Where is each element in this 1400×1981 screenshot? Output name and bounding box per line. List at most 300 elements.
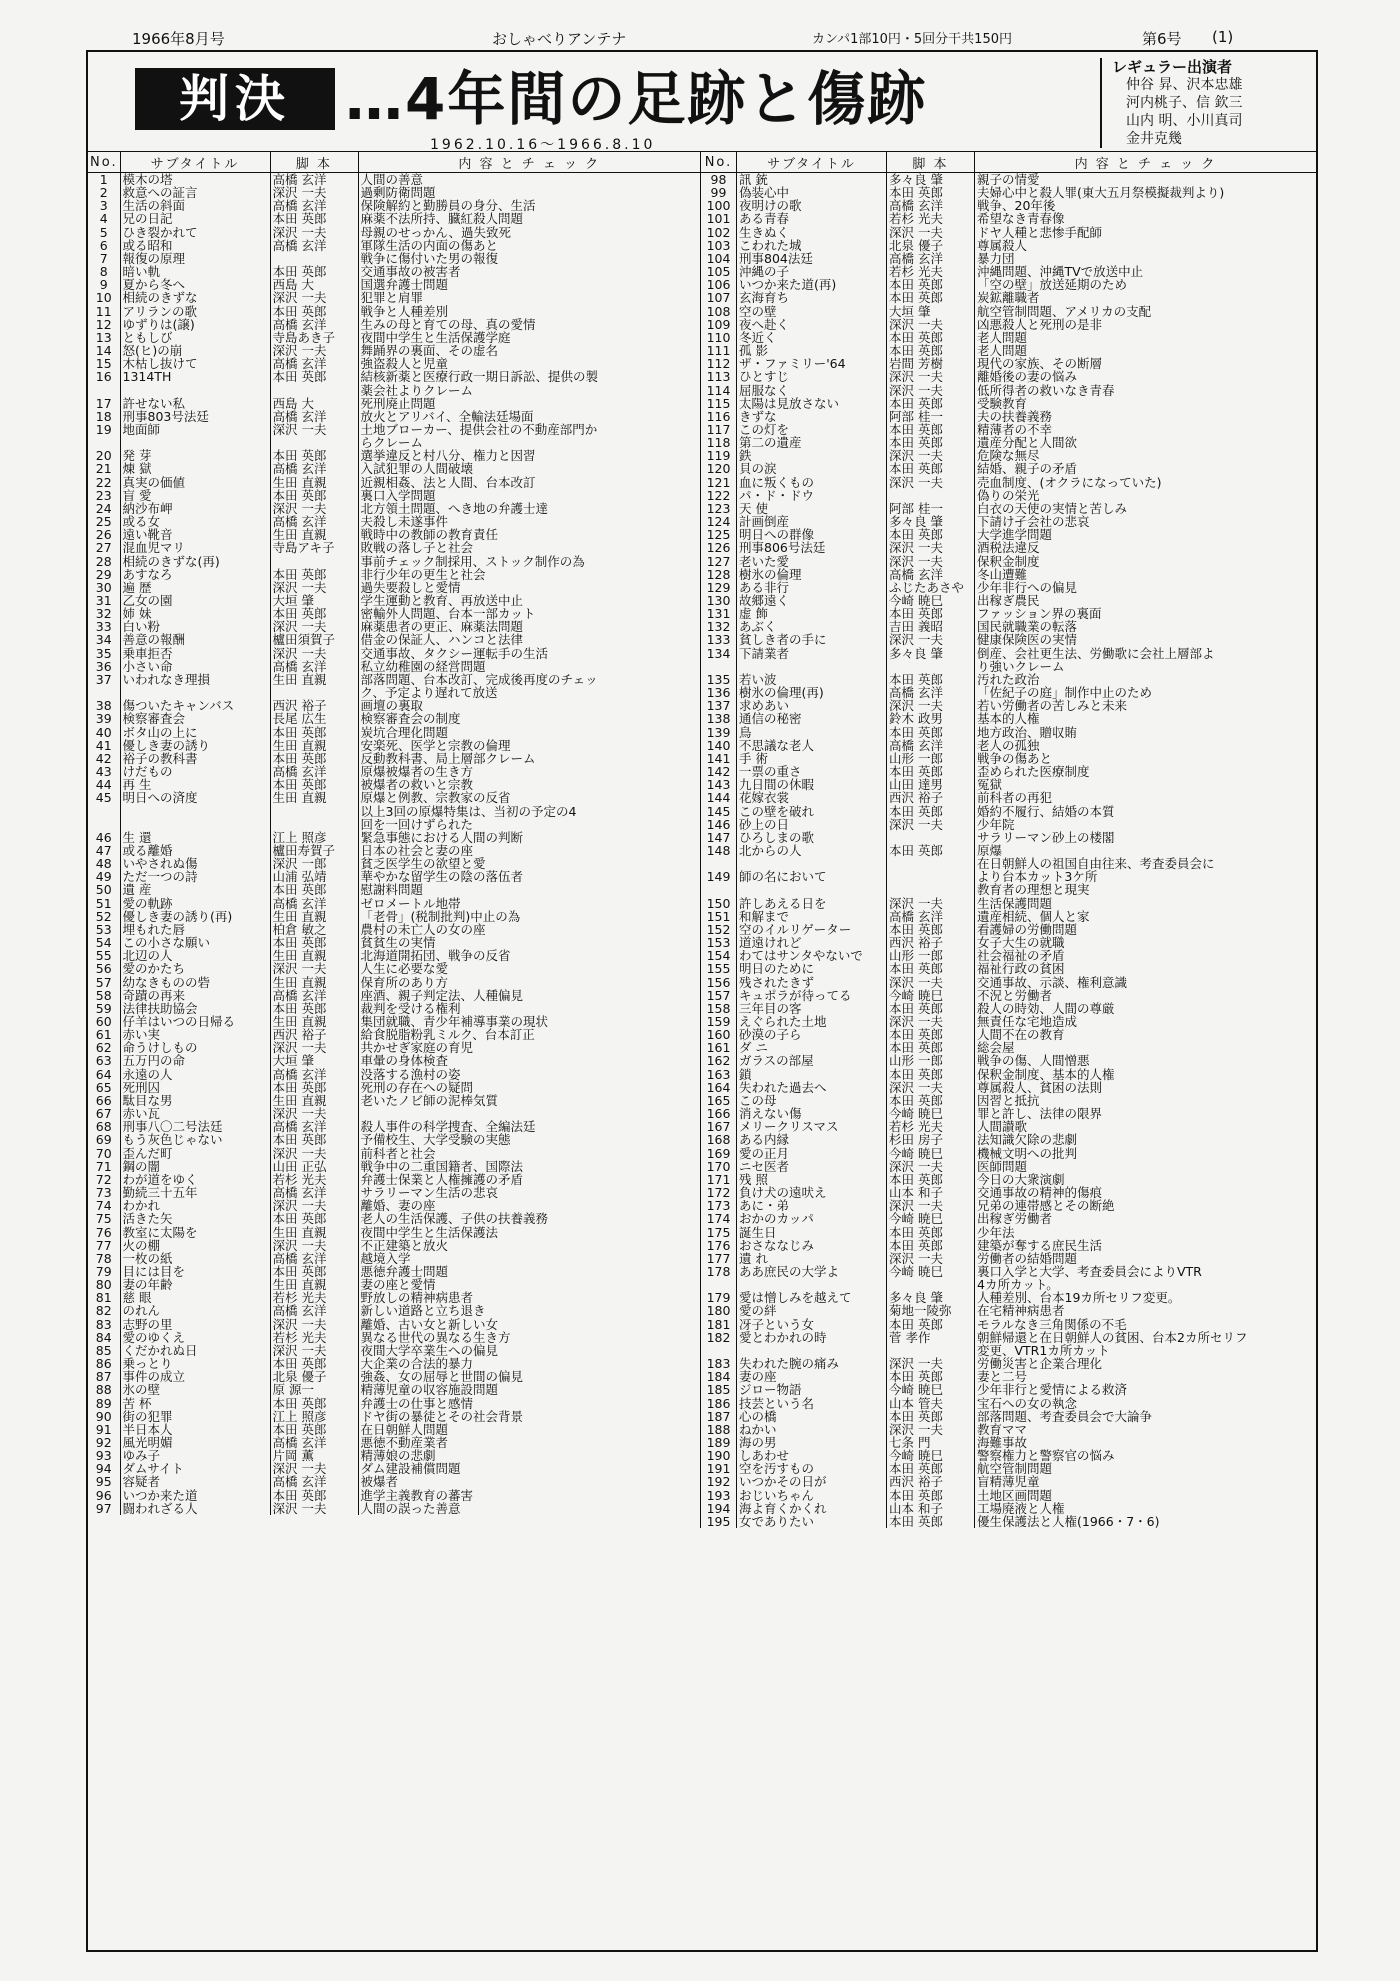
episode-subtitle: 1314TH <box>120 370 270 383</box>
episode-subtitle: 夏から冬へ <box>120 278 270 291</box>
episode-author: 多々良 肇 <box>887 647 975 660</box>
table-row <box>701 1331 1317 1344</box>
episode-number: 72 <box>95 1172 112 1187</box>
episode-subtitle: 半日本人 <box>120 1423 270 1436</box>
episode-content: 遺産分配と人間欲 <box>975 436 1317 449</box>
episode-number: 28 <box>95 554 112 568</box>
table-row <box>88 502 700 515</box>
episode-content: 殺人の時効、人間の尊厳 <box>975 1002 1317 1015</box>
episode-number: 113 <box>706 370 731 384</box>
episode-number: 34 <box>95 633 112 647</box>
episode-content: 航空管制問題 <box>975 1462 1317 1475</box>
table-row <box>701 923 1317 936</box>
episode-subtitle: ボタ山の上に <box>120 726 270 739</box>
episode-content: らクレーム <box>358 436 700 449</box>
episode-subtitle: 模木の塔 <box>120 173 270 187</box>
table-row <box>88 1423 700 1436</box>
episode-content: 原爆被爆者の生き方 <box>358 765 700 778</box>
table-row <box>88 844 700 857</box>
episode-number: 82 <box>95 1304 112 1318</box>
table-row <box>88 1383 700 1396</box>
episode-content: 汚れた政治 <box>975 673 1317 686</box>
episode-content: 裁判を受ける権利 <box>358 1002 700 1015</box>
episode-number: 36 <box>95 659 112 673</box>
episode-author: 若杉 光夫 <box>270 1291 358 1304</box>
episode-table-right <box>700 151 1316 1528</box>
episode-subtitle: えぐられた土地 <box>737 1015 887 1028</box>
episode-author <box>887 660 975 673</box>
episode-number: 88 <box>95 1383 112 1397</box>
episode-subtitle: 空を汚すもの <box>737 1462 887 1475</box>
episode-number: 111 <box>706 344 731 358</box>
episode-number: 172 <box>706 1186 731 1200</box>
episode-content: 少年法 <box>975 1226 1317 1239</box>
episode-number: 10 <box>95 291 112 305</box>
episode-content: 老人問題 <box>975 331 1317 344</box>
episode-content: 保釈金制度 <box>975 555 1317 568</box>
episode-subtitle: 刑事806号法廷 <box>737 541 887 554</box>
episode-subtitle: 煉 獄 <box>120 462 270 475</box>
episode-number: 96 <box>95 1488 112 1502</box>
col-author-header: 脚 本 <box>270 152 358 173</box>
table-row <box>701 976 1317 989</box>
episode-number: 181 <box>706 1317 731 1331</box>
episode-author: 深沢 一夫 <box>270 344 358 357</box>
episode-number <box>701 1344 737 1357</box>
table-row <box>701 752 1317 765</box>
table-row <box>701 581 1317 594</box>
episode-subtitle: 愛の正月 <box>737 1147 887 1160</box>
episode-number: 38 <box>95 699 112 713</box>
episode-content: 人種差別、台本19カ所セリフ変更。 <box>975 1291 1317 1304</box>
episode-content: 北海道開拓団、戦争の反省 <box>358 949 700 962</box>
table-row <box>88 515 700 528</box>
episode-author: 生田 直親 <box>270 1226 358 1239</box>
table-row <box>88 739 700 752</box>
table-row <box>88 370 700 383</box>
episode-subtitle: 苦 杯 <box>120 1397 270 1410</box>
episode-subtitle: 風光明媚 <box>120 1436 270 1449</box>
episode-content: 「空の壁」放送延期のため <box>975 278 1317 291</box>
table-row <box>701 818 1317 831</box>
episode-author: 深沢 一夫 <box>887 1423 975 1436</box>
episode-content: ドヤ街の暴徒とその社会背景 <box>358 1410 700 1423</box>
episode-author: 深沢 一夫 <box>887 976 975 989</box>
episode-author: 今崎 暁巳 <box>887 989 975 1002</box>
episode-subtitle: 貧しき者の手に <box>737 633 887 646</box>
episode-number: 24 <box>95 501 112 516</box>
episode-author: 生田 直親 <box>270 528 358 541</box>
episode-content: ク、予定より遅れて放送 <box>358 686 700 699</box>
episode-content: 共かせぎ家庭の育児 <box>358 1041 700 1054</box>
episode-content: 過失要殺しと愛情 <box>358 581 700 594</box>
episode-number: 35 <box>95 646 112 660</box>
episode-content: 女子大生の就職 <box>975 936 1317 949</box>
episode-author: 本田 英郎 <box>270 1133 358 1146</box>
episode-author: 山田 正弘 <box>270 1160 358 1173</box>
table-row <box>88 923 700 936</box>
table-row <box>88 239 700 252</box>
episode-subtitle: 生きぬく <box>737 226 887 239</box>
episode-content: 大学進学問題 <box>975 528 1317 541</box>
episode-number: 166 <box>706 1107 731 1121</box>
episode-content: 私立幼稚園の経営問題 <box>358 660 700 673</box>
episode-subtitle: 妻の年齢 <box>120 1278 270 1291</box>
episode-number: 45 <box>95 791 112 805</box>
episode-author: 本田 英郎 <box>887 1002 975 1015</box>
episode-number: 116 <box>706 409 731 423</box>
episode-number: 76 <box>95 1225 112 1239</box>
episode-subtitle: 海よ育くかくれ <box>737 1502 887 1515</box>
episode-subtitle: いつか来た道 <box>120 1489 270 1502</box>
table-row <box>701 515 1317 528</box>
table-row <box>88 423 700 436</box>
episode-number: 66 <box>95 1093 112 1108</box>
episode-subtitle: 一票の重さ <box>737 765 887 778</box>
episode-number: 5 <box>99 225 108 239</box>
episode-author <box>887 1278 975 1291</box>
table-row <box>701 1212 1317 1225</box>
episode-content: 離婚、妻の座 <box>358 1199 700 1212</box>
table-row <box>88 410 700 423</box>
table-row <box>701 1357 1317 1370</box>
episode-author: 深沢 一夫 <box>270 1199 358 1212</box>
episode-subtitle: 孤 影 <box>737 344 887 357</box>
episode-author: 高橋 玄洋 <box>270 765 358 778</box>
episode-content: 暴力団 <box>975 252 1317 265</box>
table-row <box>701 1515 1317 1528</box>
episode-content: 戦争と人種差別 <box>358 305 700 318</box>
table-row <box>88 1173 700 1186</box>
episode-number: 194 <box>706 1501 731 1515</box>
episode-author: 高橋 玄洋 <box>270 410 358 423</box>
table-row <box>701 173 1317 187</box>
episode-author <box>887 489 975 502</box>
episode-number: 134 <box>706 646 731 660</box>
episode-number: 78 <box>95 1251 112 1265</box>
episode-author <box>887 883 975 896</box>
episode-author: 北泉 優子 <box>270 1370 358 1383</box>
episode-content: 交通事故、示談、権利意識 <box>975 976 1317 989</box>
episode-subtitle <box>120 686 270 699</box>
episode-number <box>88 805 120 818</box>
episode-subtitle: のれん <box>120 1304 270 1317</box>
episode-content: 偽りの栄光 <box>975 489 1317 502</box>
table-row <box>88 305 700 318</box>
episode-content: 冤獄 <box>975 778 1317 791</box>
episode-author: 長尾 広生 <box>270 712 358 725</box>
episode-author: 深沢 一夫 <box>887 384 975 397</box>
table-row <box>88 1318 700 1331</box>
episode-subtitle: 若い波 <box>737 673 887 686</box>
episode-number: 19 <box>95 422 112 437</box>
episode-author: 本田 英郎 <box>887 462 975 475</box>
episode-number: 144 <box>706 791 731 805</box>
episode-subtitle: ひき裂かれて <box>120 226 270 239</box>
episode-subtitle: 真実の価値 <box>120 476 270 489</box>
episode-subtitle: 幼なきものの砦 <box>120 976 270 989</box>
table-row <box>88 791 700 804</box>
episode-number: 139 <box>706 725 731 739</box>
table-row <box>701 212 1317 225</box>
episode-number: 27 <box>95 541 112 555</box>
table-row <box>701 1265 1317 1278</box>
episode-content: 殺人事件の科学捜査、全編法廷 <box>358 1120 700 1133</box>
episode-content: 裏口入学と大学、考査委員会によりVTR <box>975 1265 1317 1278</box>
episode-subtitle: 鎖 <box>737 1068 887 1081</box>
episode-number: 59 <box>95 1001 112 1015</box>
episode-content: 画壇の裏取 <box>358 699 700 712</box>
table-row <box>88 897 700 910</box>
episode-number: 147 <box>706 830 731 844</box>
table-row <box>88 1120 700 1133</box>
episode-subtitle: 裕子の教科書 <box>120 752 270 765</box>
episode-author: 北泉 優子 <box>887 239 975 252</box>
table-row <box>88 673 700 686</box>
table-row <box>701 1041 1317 1054</box>
episode-subtitle: 仔羊はいつの日帰る <box>120 1015 270 1028</box>
episode-subtitle: 海の男 <box>737 1436 887 1449</box>
episode-content: 入試犯罪の人間破壊 <box>358 462 700 475</box>
episode-content: 妻の座と愛情 <box>358 1278 700 1291</box>
episode-subtitle <box>737 1344 887 1357</box>
episode-content: 生みの母と育ての母、真の愛情 <box>358 318 700 331</box>
table-row <box>701 594 1317 607</box>
episode-content: 検察審査会の制度 <box>358 712 700 725</box>
episode-content: 教育者の理想と現実 <box>975 883 1317 896</box>
episode-author: 柏倉 敏之 <box>270 923 358 936</box>
table-row <box>88 1502 700 1515</box>
episode-number: 51 <box>95 896 112 910</box>
episode-author: 本田 英郎 <box>887 1226 975 1239</box>
episode-subtitle: 玄海育ち <box>737 291 887 304</box>
episode-author: 本田 英郎 <box>887 397 975 410</box>
episode-author: 生田 直親 <box>270 1094 358 1107</box>
episode-subtitle: 傷ついたキャンバス <box>120 699 270 712</box>
episode-number: 18 <box>95 409 112 423</box>
episode-content: 法知識欠除の悲劇 <box>975 1133 1317 1146</box>
episode-subtitle: わてはサンタやないで <box>737 949 887 962</box>
episode-subtitle: 死刑囚 <box>120 1081 270 1094</box>
episode-number: 83 <box>95 1317 112 1331</box>
episode-author: 若杉 光夫 <box>270 1173 358 1186</box>
episode-author: 深沢 一夫 <box>270 1147 358 1160</box>
episode-author: 若杉 光夫 <box>887 1120 975 1133</box>
episode-subtitle: 訊 銃 <box>737 173 887 187</box>
episode-author: 本田 英郎 <box>887 1370 975 1383</box>
episode-subtitle <box>120 384 270 397</box>
table-row <box>701 1199 1317 1212</box>
episode-subtitle: 或る離婚 <box>120 844 270 857</box>
episode-number: 190 <box>706 1449 731 1463</box>
episode-subtitle: ああ庶民の大学よ <box>737 1265 887 1278</box>
episode-content: 悪徳不動産業者 <box>358 1436 700 1449</box>
episode-number: 150 <box>706 896 731 910</box>
episode-content: 集団就職、青少年補導事業の現状 <box>358 1015 700 1028</box>
episode-subtitle: 教室に太陽を <box>120 1226 270 1239</box>
table-row <box>701 344 1317 357</box>
episode-number: 126 <box>706 541 731 555</box>
issue-number: 第6号 <box>1142 30 1182 48</box>
episode-content: 倒産、会社更生法、労働歌に会社上層部よ <box>975 647 1317 660</box>
episode-content: 沖縄問題、沖縄TVで放送中止 <box>975 265 1317 278</box>
table-row <box>88 173 700 187</box>
episode-subtitle: ある内縁 <box>737 1133 887 1146</box>
table-row <box>88 962 700 975</box>
episode-content: 密輸外人問題、台本一部カット <box>358 607 700 620</box>
episode-content: 没落する漁村の姿 <box>358 1068 700 1081</box>
episode-content: 老人の生活保護、子供の扶養義務 <box>358 1212 700 1225</box>
episode-author: 本田 英郎 <box>270 726 358 739</box>
table-row <box>88 291 700 304</box>
episode-subtitle: 刑事803号法廷 <box>120 410 270 423</box>
episode-number: 174 <box>706 1212 731 1226</box>
episode-number: 189 <box>706 1436 731 1450</box>
episode-number: 117 <box>706 422 731 437</box>
table-row <box>701 962 1317 975</box>
episode-author: 鈴木 政男 <box>887 712 975 725</box>
episode-subtitle: 火の棚 <box>120 1239 270 1252</box>
episode-content: 出稼ぎ労働者 <box>975 1212 1317 1225</box>
episode-number: 104 <box>706 251 731 266</box>
episode-content: 危険な無尽 <box>975 449 1317 462</box>
episode-content: 「老骨」(税制批判)中止の為 <box>358 910 700 923</box>
col-content-header: 内 容 と チ ェ ッ ク <box>975 152 1317 173</box>
episode-author <box>270 252 358 265</box>
table-row <box>701 1291 1317 1304</box>
episode-subtitle: 残 照 <box>737 1173 887 1186</box>
episode-number: 137 <box>706 699 731 713</box>
table-row <box>88 1397 700 1410</box>
episode-number: 142 <box>706 765 731 779</box>
episode-content: 離婚後の妻の悩み <box>975 370 1317 383</box>
episode-content: 機械文明への批判 <box>975 1147 1317 1160</box>
episode-subtitle: 愛の軌跡 <box>120 897 270 910</box>
episode-author: 深沢 一夫 <box>887 476 975 489</box>
episode-number: 80 <box>95 1278 112 1292</box>
episode-author: 深沢 一夫 <box>270 1344 358 1357</box>
episode-content: 車暈の身体検査 <box>358 1054 700 1067</box>
episode-number: 185 <box>706 1383 731 1397</box>
episode-content: 4カ所カット。 <box>975 1278 1317 1291</box>
table-row <box>701 1436 1317 1449</box>
episode-number: 43 <box>95 765 112 779</box>
episode-author: 今崎 暁巳 <box>887 1265 975 1278</box>
episode-number: 132 <box>706 620 731 634</box>
episode-content: 海難事故 <box>975 1436 1317 1449</box>
table-row <box>88 1041 700 1054</box>
table-row <box>88 1212 700 1225</box>
episode-number: 14 <box>95 344 112 358</box>
episode-subtitle: 老いた愛 <box>737 555 887 568</box>
episode-subtitle: おかのカッパ <box>737 1212 887 1225</box>
episode-content: 野放しの精神病患者 <box>358 1291 700 1304</box>
episode-number: 1 <box>99 172 108 187</box>
table-row <box>701 936 1317 949</box>
episode-author: 本田 英郎 <box>887 805 975 818</box>
episode-content: 回を一回けずられた <box>358 818 700 831</box>
table-row <box>701 423 1317 436</box>
table-row <box>88 1344 700 1357</box>
episode-number <box>88 686 120 699</box>
table-row <box>88 384 700 397</box>
episode-number: 15 <box>95 357 112 371</box>
table-row <box>88 212 700 225</box>
episode-number: 46 <box>95 830 112 844</box>
regular-cast-line: 河内桃子、信 欽三 <box>1126 95 1243 111</box>
regular-cast <box>1100 58 1322 148</box>
episode-subtitle: 勤続三十五年 <box>120 1186 270 1199</box>
table-row <box>701 870 1317 883</box>
episode-content: 安楽死、医学と宗教の倫理 <box>358 739 700 752</box>
episode-author: 生田 直親 <box>270 673 358 686</box>
episode-author: 高橋 玄洋 <box>270 989 358 1002</box>
episode-author: 若杉 光夫 <box>887 212 975 225</box>
episode-number: 68 <box>95 1120 112 1134</box>
table-row <box>701 699 1317 712</box>
episode-content: 工場廃液と人権 <box>975 1502 1317 1515</box>
episode-author <box>887 857 975 870</box>
episode-number <box>701 660 737 673</box>
episode-content: 越境入学 <box>358 1252 700 1265</box>
episode-content: 優生保護法と人権(1966・7・6) <box>975 1515 1317 1528</box>
episode-author: 高橋 玄洋 <box>270 199 358 212</box>
episode-subtitle: 通信の秘密 <box>737 712 887 725</box>
episode-subtitle: 再 生 <box>120 778 270 791</box>
table-row <box>88 620 700 633</box>
episode-author: 今崎 暁巳 <box>887 594 975 607</box>
episode-author: 多々良 肇 <box>887 173 975 187</box>
episode-subtitle: あぶく <box>737 620 887 633</box>
episode-subtitle: くだかれぬ日 <box>120 1344 270 1357</box>
episode-content: 戦争中の二重国籍者、国際法 <box>358 1160 700 1173</box>
episode-number: 16 <box>95 370 112 384</box>
episode-content: 労働災害と企業合理化 <box>975 1357 1317 1370</box>
table-row <box>88 199 700 212</box>
table-row <box>701 1475 1317 1488</box>
episode-number: 23 <box>95 488 112 502</box>
episode-number: 115 <box>706 396 731 410</box>
episode-content: 悪徳弁護士問題 <box>358 1265 700 1278</box>
table-row <box>701 1410 1317 1423</box>
episode-content: 原爆と例教、宗教家の反省 <box>358 791 700 804</box>
episode-number: 148 <box>706 843 731 858</box>
episode-subtitle: けだもの <box>120 765 270 778</box>
episode-subtitle: 活きた矢 <box>120 1212 270 1225</box>
episode-author: 本田 英郎 <box>887 844 975 857</box>
episode-content: り強いクレーム <box>975 660 1317 673</box>
episode-author <box>270 436 358 449</box>
episode-subtitle: 発 芽 <box>120 449 270 462</box>
episode-author: 阿部 桂一 <box>887 410 975 423</box>
episode-author: 生田 直親 <box>270 1015 358 1028</box>
episode-content: 因習と抵抗 <box>975 1094 1317 1107</box>
magazine-name: おしゃべりアンテナ <box>492 30 627 48</box>
episode-subtitle: しあわせ <box>737 1449 887 1462</box>
episode-author: 深沢 一夫 <box>887 633 975 646</box>
episode-number: 21 <box>95 462 112 476</box>
table-row <box>88 1226 700 1239</box>
episode-number: 53 <box>95 922 112 937</box>
table-row <box>701 739 1317 752</box>
episode-content: 裏口入学問題 <box>358 489 700 502</box>
episode-subtitle: 負け犬の遠吠え <box>737 1186 887 1199</box>
episode-number: 90 <box>95 1409 112 1423</box>
table-row <box>88 949 700 962</box>
episode-number: 48 <box>95 857 112 871</box>
table-row <box>88 1015 700 1028</box>
episode-number: 11 <box>95 304 112 318</box>
